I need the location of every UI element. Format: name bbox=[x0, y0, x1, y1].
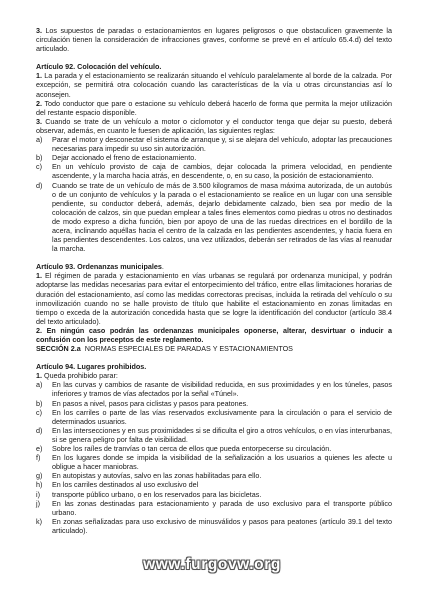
list-item: a) En las curvas y cambios de rasante de visibilidad reducida, en sus proximidades y en los túneles, pasos inferiores y tramos de vías afectados por la señal «Túnel». bbox=[36, 380, 392, 399]
list-item: b) En pasos a nivel, pasos para ciclistas y pasos para peatones. bbox=[36, 398, 249, 408]
intro-paragraph bbox=[36, 26, 392, 53]
list-item: h) En los carriles destinados al uso exclusivo del bbox=[36, 480, 199, 490]
document-page bbox=[36, 26, 392, 535]
watermark-url: www.furgovw.org bbox=[143, 556, 281, 573]
list-item: c) En los carriles o parte de las vías reservados exclusivamente para la circulación o para el servicio de determinados usuarios. bbox=[36, 407, 392, 426]
list-item: k) En zonas señalizadas para uso exclusivo de minusválidos y pasos para peatones (artículo 39.1 del texto articulado). bbox=[36, 516, 392, 535]
list-item: c) En un vehículo provisto de caja de cambios, dejar colocada la primera velocidad, en pendiente ascendente, y la marcha hacia atrás, en descendente, o, en su caso, la posición de estacionamiento. bbox=[36, 162, 392, 181]
list-item: j) En las zonas destinadas para estacionamiento y parada de uso exclusivo para el transporte público urbano. bbox=[36, 498, 392, 517]
article-92-paragraph-1: 1. La parada y el estacionamiento se realizarán situando el vehículo paralelamente al borde de la calzada. Por excepción, se permitirá otra colocación cuando las características de la vía u otras circunstancias así lo aconsejen. bbox=[36, 71, 393, 99]
list-item: e) Sobre los raíles de tranvías o tan cerca de ellos que pueda entorpecerse su circulación. bbox=[36, 444, 332, 454]
article-92-paragraph-2: 2. Todo conductor que pare o estacione su vehículo deberá hacerlo de forma que permita la mejor utilización del restante espacio disponible. bbox=[36, 98, 392, 117]
list-item: a) Parar el motor y desconectar el sistema de arranque y, si se alejara del vehículo, adoptar las precauciones necesarias para impedir su uso sin autorización. bbox=[36, 135, 392, 154]
article-92-title: Artículo 92. Colocación del vehículo. bbox=[36, 62, 162, 72]
list-item: d) Cuando se trate de un vehículo de más de 3.500 kilogramos de masa máxima autorizada, de un autobús o de un conjunto de vehículos y la parada o el estacionamiento se realice en un lugar con una sensible pendiente, su conductor deberá, además, dejarlo debidamente calzado, bien sea por medio de la colocación de calzos, sin que puedan emplear a tales fines elementos como piedras u otros no destinados de modo expreso a dicha función, bien por apoyo de una de las ruedas directrices en el bordillo de la acera, inclinando aquéllas hacia el centro de la calzada en las pendientes ascendentes, y hacia fuera en las pendientes descendentes. Los calzos, una vez utilizados, deberán ser retirados de las vías al reanudar la marcha. bbox=[36, 180, 392, 254]
article-93-paragraph-1: 1. El régimen de parada y estacionamiento en vías urbanas se regulará por ordenanza municipal, y podrán adoptarse las medidas necesarias para evitar el entorpecimiento del tráfico, entre ellas limitaciones horarias de duración del estacionamiento, así como las medidas correctoras precisas, incluida la retirada del vehículo o su inmovilización cuando no se halle provisto de título que habilite el estacionamiento en zonas limitadas en tiempo o exceda de la autorización concedida hasta que se logre la identificación del conductor (artículo 38.4 del texto articulado). bbox=[36, 271, 393, 326]
list-item: b) Dejar accionado el freno de estacionamiento. bbox=[36, 153, 197, 163]
list-item: g) En autopistas y autovías, salvo en las zonas habilitadas para ello. bbox=[36, 471, 262, 481]
paragraph-number: 3. bbox=[36, 26, 42, 35]
article-94-title: Artículo 94. Lugares prohibidos. bbox=[36, 362, 147, 372]
article-92-paragraph-3: 3. Cuando se trate de un vehículo a motor o ciclomotor y el conductor tenga que dejar su puesto, deberá observar, además, en cuanto le fuesen de aplicación, las siguientes reglas: bbox=[36, 116, 393, 135]
paragraph-text: Los supuestos de paradas o estacionamientos en lugares peligrosos o que obstaculicen gravemente la circulación tienen la consideración de infracciones graves, conforme se prevé en el artículo 65.4.d) del texto articulado. bbox=[36, 26, 393, 54]
list-item: f) En los lugares donde se impida la visibilidad de la señalización a los usuarios a quienes les afecte u obligue a hacer maniobras. bbox=[36, 453, 392, 472]
list-item: i) transporte público urbano, o en los reservados para las bicicletas. bbox=[36, 489, 262, 499]
article-93-title: Artículo 93. Ordenanzas municipales. bbox=[36, 262, 164, 272]
section-heading: SECCIÓN 2.a NORMAS ESPECIALES DE PARADAS Y ESTACIONAMIENTOS bbox=[36, 344, 293, 354]
article-93-paragraph-2: 2. En ningún caso podrán las ordenanzas municipales oponerse, alterar, desvirtuar o inducir a confusión con los preceptos de este reglamento. bbox=[36, 325, 392, 344]
article-94-paragraph-1: 1. Queda prohibido parar: bbox=[36, 371, 118, 381]
list-item: d) En las intersecciones y en sus proximidades si se dificulta el giro a otros vehículos, o en vías interurbanas, si se genera peligro por falta de visibilidad. bbox=[36, 425, 392, 444]
